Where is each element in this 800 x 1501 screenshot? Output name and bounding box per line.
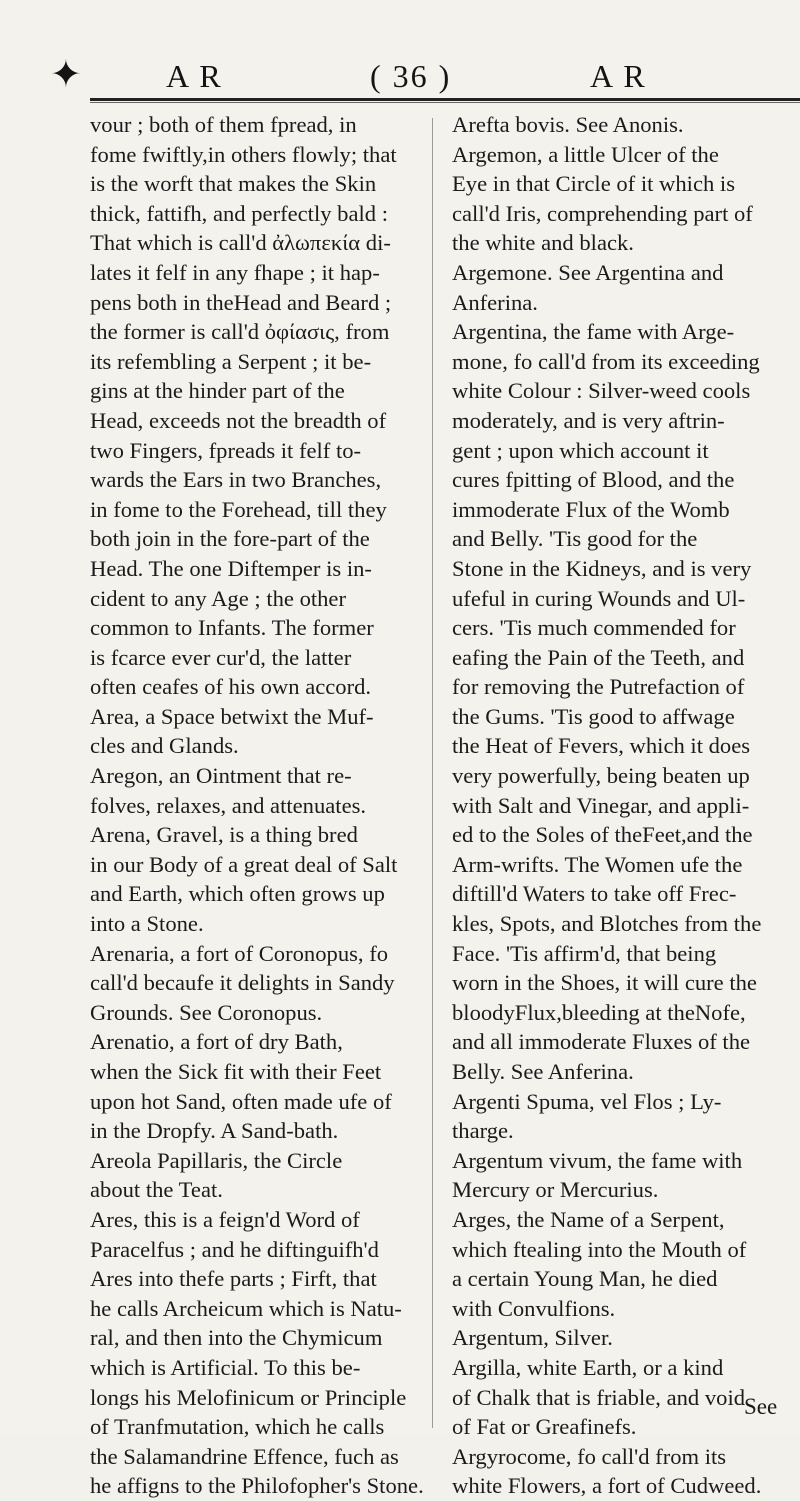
text-line: he calls Archeicum which is Natu- bbox=[90, 1295, 402, 1321]
text-line: with Convulfions. bbox=[452, 1295, 616, 1321]
page-number: ( 36 ) bbox=[370, 58, 452, 94]
text-line: gins at the hinder part of the bbox=[90, 378, 345, 404]
text-line: Anferina. bbox=[452, 289, 538, 315]
text-line: ral, and then into the Chymicum bbox=[90, 1325, 383, 1351]
text-line: common to Infants. The former bbox=[90, 615, 374, 641]
text-line: That which is call'd ἀλωπεκία di- bbox=[90, 230, 391, 256]
text-line: a certain Young Man, he died bbox=[452, 1266, 718, 1292]
text-line: cures fpitting of Blood, and the bbox=[452, 467, 735, 493]
text-line: cles and Glands. bbox=[90, 733, 239, 759]
page-mark: ✦ bbox=[50, 54, 84, 96]
header-rule bbox=[90, 98, 800, 101]
text-line: cident to any Age ; the other bbox=[90, 585, 346, 611]
text-line: he affigns to the Philofopher's Stone. bbox=[90, 1473, 424, 1499]
text-line: the Gums. 'Tis good to affwage bbox=[452, 703, 735, 729]
text-line: folves, relaxes, and attenuates. bbox=[90, 792, 367, 818]
text-line: the Salamandrine Effence, fuch as bbox=[90, 1443, 399, 1469]
text-line: Arenatio, a fort of dry Bath, bbox=[90, 1029, 343, 1055]
text-line: Face. 'Tis affirm'd, that being bbox=[452, 940, 717, 966]
text-line: bloodyFlux,bleeding at theNofe, bbox=[452, 999, 746, 1025]
text-line: which ftealing into the Mouth of bbox=[452, 1236, 747, 1262]
text-line: Argemone. See Argentina and bbox=[452, 259, 724, 285]
text-line: is the worft that makes the Skin bbox=[90, 171, 377, 197]
text-line: Argentina, the fame with Arge- bbox=[452, 319, 735, 345]
text-line: of Chalk that is friable, and void bbox=[452, 1384, 746, 1410]
text-line: Areola Papillaris, the Circle bbox=[90, 1147, 343, 1173]
text-line: wards the Ears in two Branches, bbox=[90, 467, 382, 493]
text-line: in our Body of a great deal of Salt bbox=[90, 851, 398, 877]
text-line: when the Sick fit with their Feet bbox=[90, 1059, 382, 1084]
text-line: Argenti Spuma, vel Flos ; Ly- bbox=[452, 1088, 722, 1114]
text-line: call'd Iris, comprehending part of bbox=[452, 200, 753, 226]
catchword: See bbox=[744, 1394, 778, 1419]
text-line: moderately, and is very aftrin- bbox=[452, 407, 725, 433]
text-line: Aregon, an Ointment that re- bbox=[90, 763, 352, 789]
text-line: Paracelfus ; and he diftinguifh'd bbox=[90, 1236, 379, 1262]
left-column bbox=[90, 110, 435, 1501]
text-line: Arm-wrifts. The Women ufe the bbox=[452, 851, 743, 877]
text-line: very powerfully, being beaten up bbox=[452, 763, 750, 789]
text-line: tharge. bbox=[452, 1118, 514, 1144]
header-right: A R bbox=[590, 58, 647, 94]
text-line: of Tranfmutation, which he calls bbox=[90, 1414, 385, 1440]
text-line: Arenaria, a fort of Coronopus, fo bbox=[90, 940, 389, 966]
text-line: vour ; both of them fpread, in bbox=[90, 112, 357, 137]
text-line: eafing the Pain of the Teeth, and bbox=[452, 644, 745, 670]
text-line: gent ; upon which account it bbox=[452, 437, 709, 463]
text-line: in the Dropfy. A Sand-bath. bbox=[90, 1118, 339, 1144]
text-line: thick, fattifh, and perfectly bald : bbox=[90, 200, 388, 226]
text-line: about the Teat. bbox=[90, 1177, 223, 1203]
text-line: for removing the Putrefaction of bbox=[452, 674, 745, 700]
text-line: Ares, this is a feign'd Word of bbox=[90, 1206, 360, 1232]
text-line: the Heat of Fevers, which it does bbox=[452, 733, 751, 759]
text-line: immoderate Flux of the Womb bbox=[452, 496, 730, 522]
text-line: fome fwiftly,in others flowly; that bbox=[90, 141, 397, 167]
text-line: and Earth, which often grows up bbox=[90, 881, 385, 907]
text-line: and Belly. 'Tis good for the bbox=[452, 526, 698, 552]
text-line: Belly. See Anferina. bbox=[452, 1059, 634, 1084]
text-line: Stone in the Kidneys, and is very bbox=[452, 555, 752, 581]
text-line: worn in the Shoes, it will cure the bbox=[452, 970, 757, 996]
text-line: the white and black. bbox=[452, 230, 634, 256]
text-line: is fcarce ever cur'd, the latter bbox=[90, 644, 352, 670]
text-line: Arena, Gravel, is a thing bred bbox=[90, 822, 358, 848]
text-line: Head. The one Diftemper is in- bbox=[90, 555, 372, 581]
text-line: often ceafes of his own accord. bbox=[90, 674, 372, 700]
text-line: ed to the Soles of theFeet,and the bbox=[452, 822, 753, 848]
text-line: mone, fo call'd from its exceeding bbox=[452, 348, 760, 374]
text-line: Argemon, a little Ulcer of the bbox=[452, 141, 719, 167]
text-line: white Colour : Silver-weed cools bbox=[452, 378, 751, 404]
text-line: Argyrocome, fo call'd from its bbox=[452, 1443, 727, 1469]
text-line: its refembling a Serpent ; it be- bbox=[90, 348, 372, 374]
text-line: which is Artificial. To this be- bbox=[90, 1354, 361, 1380]
text-line: Argentum, Silver. bbox=[452, 1325, 613, 1351]
text-line: into a Stone. bbox=[90, 911, 204, 937]
text-line: both join in the fore-part of the bbox=[90, 526, 370, 552]
text-line: cers. 'Tis much commended for bbox=[452, 615, 736, 641]
text-line: call'd becaufe it delights in Sandy bbox=[90, 970, 395, 996]
text-line: diftill'd Waters to take off Frec- bbox=[452, 881, 737, 907]
text-line: and all immoderate Fluxes of the bbox=[452, 1029, 751, 1055]
text-line: ufeful in curing Wounds and Ul- bbox=[452, 585, 746, 611]
running-header bbox=[0, 54, 800, 98]
text-line: Eye in that Circle of it which is bbox=[452, 171, 735, 197]
text-line: Arefta bovis. See Anonis. bbox=[452, 112, 684, 137]
text-line: Argentum vivum, the fame with bbox=[452, 1147, 743, 1173]
text-line: Mercury or Mercurius. bbox=[452, 1177, 659, 1203]
text-line: kles, Spots, and Blotches from the bbox=[452, 911, 762, 937]
text-line: of Fat or Greafinefs. bbox=[452, 1414, 637, 1440]
text-line: Ares into thefe parts ; Firft, that bbox=[90, 1266, 377, 1292]
text-line: in fome to the Forehead, till they bbox=[90, 496, 387, 522]
text-line: with Salt and Vinegar, and appli- bbox=[452, 792, 750, 818]
text-line: Head, exceeds not the breadth of bbox=[90, 407, 387, 433]
text-line: upon hot Sand, often made ufe of bbox=[90, 1088, 392, 1114]
text-line: longs his Melofinicum or Principle bbox=[90, 1384, 407, 1410]
text-line: white Flowers, a fort of Cudweed. bbox=[452, 1473, 762, 1499]
text-line: Argilla, white Earth, or a kind bbox=[452, 1354, 724, 1380]
text-line: two Fingers, fpreads it felf to- bbox=[90, 437, 362, 463]
text-line: Arges, the Name of a Serpent, bbox=[452, 1206, 725, 1232]
text-line: Area, a Space betwixt the Muf- bbox=[90, 703, 374, 729]
header-left: A R bbox=[166, 58, 223, 94]
text-line: the former is call'd ὀφίασις, from bbox=[90, 319, 390, 345]
text-line: lates it felf in any fhape ; it hap- bbox=[90, 259, 380, 285]
right-column bbox=[452, 110, 800, 1501]
text-line: Grounds. See Coronopus. bbox=[90, 999, 323, 1025]
header-rule-thin bbox=[90, 102, 800, 103]
text-line: pens both in theHead and Beard ; bbox=[90, 289, 392, 315]
